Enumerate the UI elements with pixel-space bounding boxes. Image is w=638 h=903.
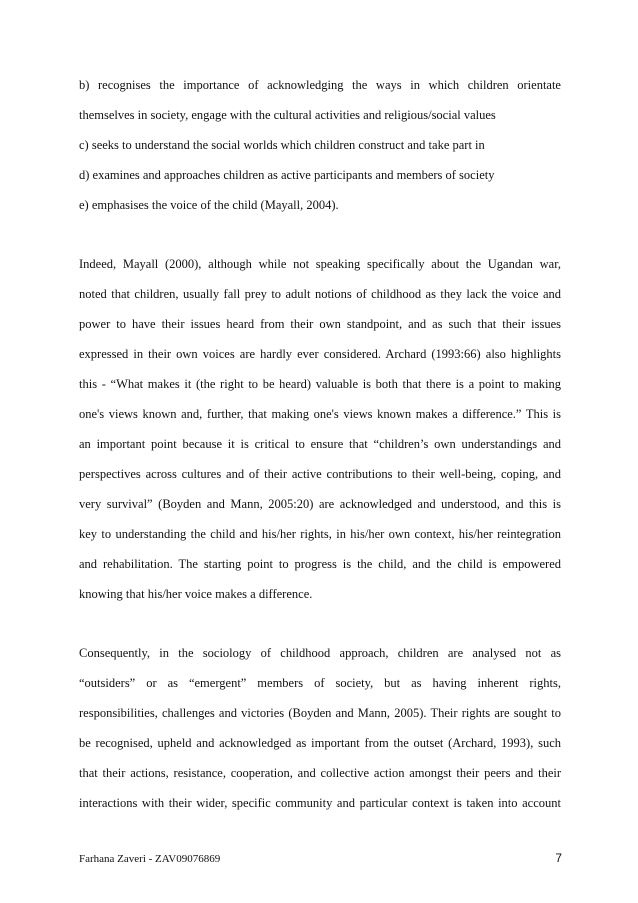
paragraph-1-line-7: an important point because it is critical to ensure that “children’s own understandings and — [79, 437, 561, 451]
paragraph-1-line-5: this - “What makes it (the right to be heard) valuable is both that there is a point to making — [79, 377, 561, 391]
paragraph-1-line-12: knowing that his/her voice makes a difference. — [79, 587, 313, 601]
footer-author: Farhana Zaveri - ZAV09076869 — [79, 853, 221, 865]
paragraph-1-line-11: and rehabilitation. The starting point to progress is the child, and the child is empowered — [79, 557, 561, 571]
paragraph-2-line-5: that their actions, resistance, cooperation, and collective action amongst their peers and their — [79, 766, 561, 780]
list-item-d: d) examines and approaches children as active participants and members of society — [79, 168, 495, 182]
paragraph-2-line-2: “outsiders” or as “emergent” members of society, but as having inherent rights, — [79, 676, 561, 690]
paragraph-1-line-9: very survival” (Boyden and Mann, 2005:20) are acknowledged and understood, and this is — [79, 497, 561, 511]
paragraph-1-line-3: power to have their issues heard from their own standpoint, and as such that their issues — [79, 317, 561, 331]
paragraph-2-line-3: responsibilities, challenges and victories (Boyden and Mann, 2005). Their rights are sought to — [79, 706, 561, 720]
paragraph-1-line-2: noted that children, usually fall prey to adult notions of childhood as they lack the voice and — [79, 287, 561, 301]
paragraph-1-line-1: Indeed, Mayall (2000), although while not speaking specifically about the Ugandan war, — [79, 257, 561, 271]
list-item-b-line-2: themselves in society, engage with the cultural activities and religious/social values — [79, 108, 496, 122]
paragraph-1-line-10: key to understanding the child and his/her rights, in his/her own context, his/her reintegration — [79, 527, 561, 541]
paragraph-1-line-8: perspectives across cultures and of their active contributions to their well-being, coping, and — [79, 467, 561, 481]
page-number: 7 — [555, 851, 562, 865]
list-item-c: c) seeks to understand the social worlds which children construct and take part in — [79, 138, 485, 152]
paragraph-2-line-6: interactions with their wider, specific community and particular context is taken into account — [79, 796, 561, 810]
list-item-e: e) emphasises the voice of the child (Mayall, 2004). — [79, 198, 339, 212]
paragraph-1-line-4: expressed in their own voices are hardly ever considered. Archard (1993:66) also highlights — [79, 347, 561, 361]
list-item-b-line-1: b) recognises the importance of acknowledging the ways in which children orientate — [79, 78, 561, 92]
paragraph-2-line-1: Consequently, in the sociology of childhood approach, children are analysed not as — [79, 646, 561, 660]
paragraph-1-line-6: one's views known and, further, that making one's views known makes a difference.” This is — [79, 407, 561, 421]
paragraph-2-line-4: be recognised, upheld and acknowledged as important from the outset (Archard, 1993), such — [79, 736, 561, 750]
